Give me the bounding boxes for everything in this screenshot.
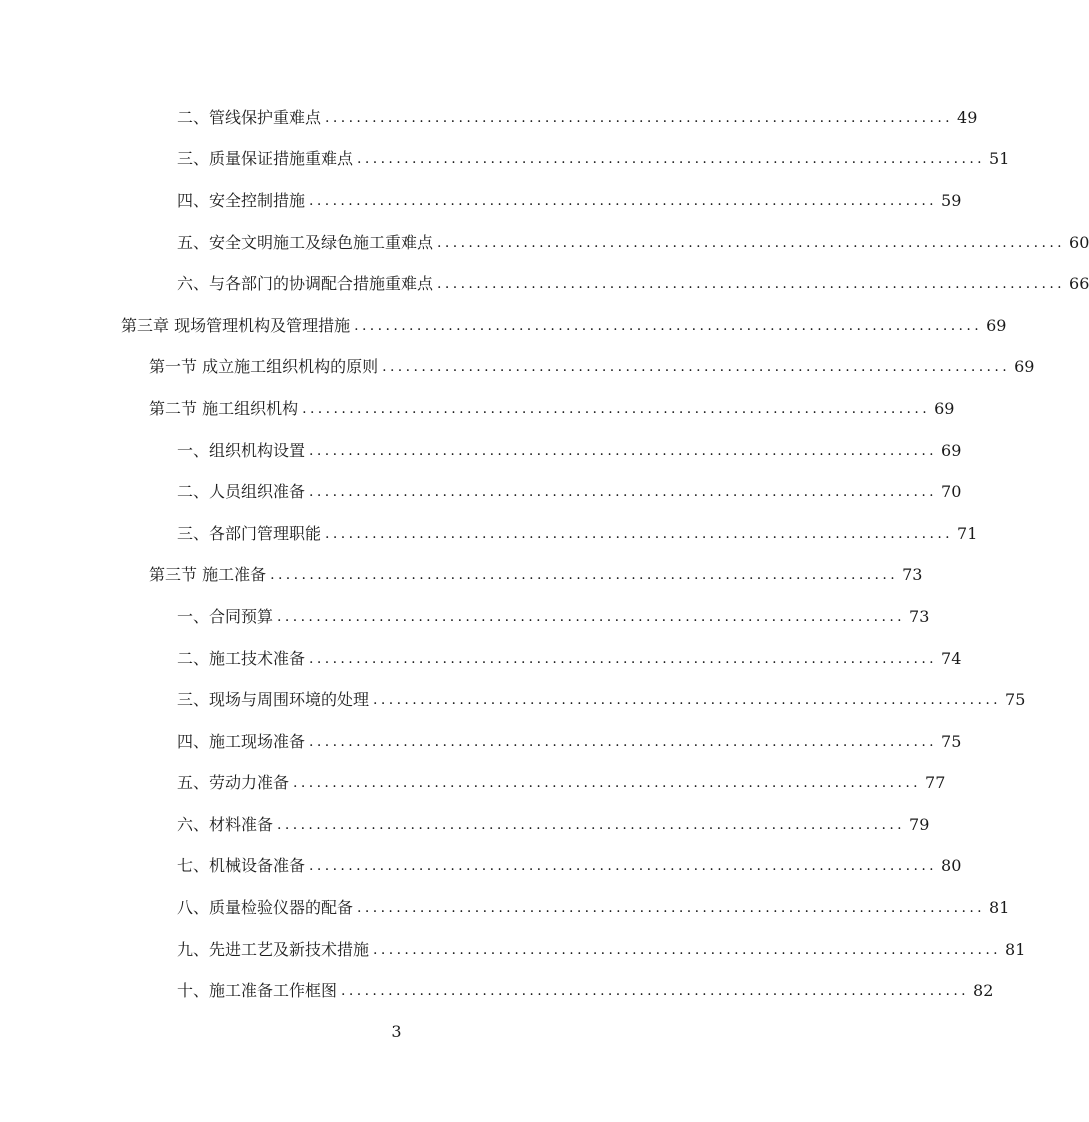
toc-dot-leader: ................................................................................ [277, 816, 906, 833]
toc-entry-page: 69 [934, 398, 955, 418]
toc-dot-leader: ................................................................................ [373, 941, 1002, 958]
toc-entry[interactable] [0, 263, 1089, 305]
toc-dot-leader: ................................................................................ [354, 317, 983, 334]
toc-entry[interactable] [0, 596, 930, 638]
toc-entry-title: 四、施工现场准备 [177, 731, 306, 751]
toc-entry[interactable] [0, 970, 994, 1012]
toc-entry[interactable] [0, 430, 962, 472]
toc-entry-page: 69 [1014, 357, 1035, 377]
toc-entry[interactable] [0, 679, 1026, 721]
toc-entry-title: 第三节 施工准备 [149, 565, 267, 585]
toc-entry-page: 69 [986, 315, 1007, 335]
toc-dot-leader: ................................................................................ [277, 608, 906, 625]
toc-entry[interactable] [0, 721, 962, 763]
toc-entry-title: 八、质量检验仪器的配备 [177, 898, 354, 918]
toc-entry[interactable] [0, 97, 978, 139]
toc-dot-leader: ................................................................................ [309, 650, 938, 667]
toc-entry[interactable] [0, 638, 962, 680]
toc-entry[interactable] [0, 305, 1007, 347]
toc-entry-title: 四、安全控制措施 [177, 190, 306, 210]
toc-entry[interactable] [0, 887, 1010, 929]
toc-entry-title: 七、机械设备准备 [177, 856, 306, 876]
toc-entry-page: 75 [1005, 690, 1026, 710]
toc-entry-title: 五、劳动力准备 [177, 773, 290, 793]
toc-dot-leader: ................................................................................ [309, 858, 938, 875]
toc-entry-title: 三、各部门管理职能 [177, 523, 322, 543]
page-number: 3 [391, 1022, 402, 1041]
toc-dot-leader: ................................................................................ [325, 109, 954, 126]
toc-dot-leader: ................................................................................ [437, 276, 1066, 293]
toc-entry[interactable] [0, 388, 955, 430]
toc-entry-page: 81 [989, 898, 1010, 918]
toc-entry[interactable] [0, 471, 962, 513]
toc-entry[interactable] [0, 555, 923, 597]
toc-entry-title: 第二节 施工组织机构 [149, 398, 299, 418]
toc-dot-leader: ................................................................................ [309, 733, 938, 750]
toc-entry-title: 六、材料准备 [177, 814, 274, 834]
toc-entry-page: 66 [1069, 274, 1089, 294]
toc-entry[interactable] [0, 929, 1026, 971]
toc-entry-page: 77 [925, 773, 946, 793]
toc-entry-page: 82 [973, 981, 994, 1001]
toc-entry[interactable] [0, 347, 1035, 389]
toc-entry-page: 71 [957, 523, 978, 543]
toc-entry-title: 六、与各部门的协调配合措施重难点 [177, 274, 434, 294]
toc-entry-title: 第三章 现场管理机构及管理措施 [121, 315, 351, 335]
toc-dot-leader: ................................................................................ [309, 442, 938, 459]
toc-entry-title: 三、现场与周围环境的处理 [177, 690, 370, 710]
toc-dot-leader: ................................................................................ [302, 400, 931, 417]
toc-entry[interactable] [0, 139, 1010, 181]
toc-entry[interactable] [0, 763, 946, 805]
toc-entry-page: 60 [1069, 232, 1089, 252]
toc-entry[interactable] [0, 513, 978, 555]
toc-entry-title: 九、先进工艺及新技术措施 [177, 939, 370, 959]
toc-entry-title: 二、施工技术准备 [177, 648, 306, 668]
toc-dot-leader: ................................................................................ [270, 567, 899, 584]
toc-dot-leader: ................................................................................ [357, 151, 986, 168]
toc-entry-title: 一、合同预算 [177, 606, 274, 626]
toc-dot-leader: ................................................................................ [382, 359, 1011, 376]
toc-dot-leader: ................................................................................ [341, 983, 970, 1000]
toc-entry-title: 二、管线保护重难点 [177, 107, 322, 127]
toc-dot-leader: ................................................................................ [293, 775, 922, 792]
toc-entry-page: 73 [902, 565, 923, 585]
table-of-contents [0, 97, 1089, 1012]
toc-entry[interactable] [0, 180, 962, 222]
toc-entry-page: 69 [941, 440, 962, 460]
toc-entry[interactable] [0, 846, 962, 888]
toc-entry-page: 51 [989, 149, 1010, 169]
toc-dot-leader: ................................................................................ [357, 900, 986, 917]
toc-entry-page: 49 [957, 107, 978, 127]
toc-entry-page: 75 [941, 731, 962, 751]
toc-dot-leader: ................................................................................ [325, 525, 954, 542]
toc-entry[interactable] [0, 804, 930, 846]
toc-entry-page: 74 [941, 648, 962, 668]
toc-entry-title: 第一节 成立施工组织机构的原则 [149, 357, 379, 377]
toc-entry-page: 59 [941, 190, 962, 210]
toc-entry-title: 十、施工准备工作框图 [177, 981, 338, 1001]
toc-entry[interactable] [0, 222, 1089, 264]
toc-entry-page: 81 [1005, 939, 1026, 959]
toc-entry-title: 五、安全文明施工及绿色施工重难点 [177, 232, 434, 252]
toc-dot-leader: ................................................................................ [309, 192, 938, 209]
toc-entry-page: 79 [909, 814, 930, 834]
toc-entry-page: 80 [941, 856, 962, 876]
toc-dot-leader: ................................................................................ [373, 692, 1002, 709]
toc-dot-leader: ................................................................................ [437, 234, 1066, 251]
toc-entry-title: 一、组织机构设置 [177, 440, 306, 460]
toc-entry-page: 73 [909, 606, 930, 626]
toc-dot-leader: ................................................................................ [309, 484, 938, 501]
toc-entry-page: 70 [941, 482, 962, 502]
toc-entry-title: 二、人员组织准备 [177, 482, 306, 502]
toc-entry-title: 三、质量保证措施重难点 [177, 149, 354, 169]
